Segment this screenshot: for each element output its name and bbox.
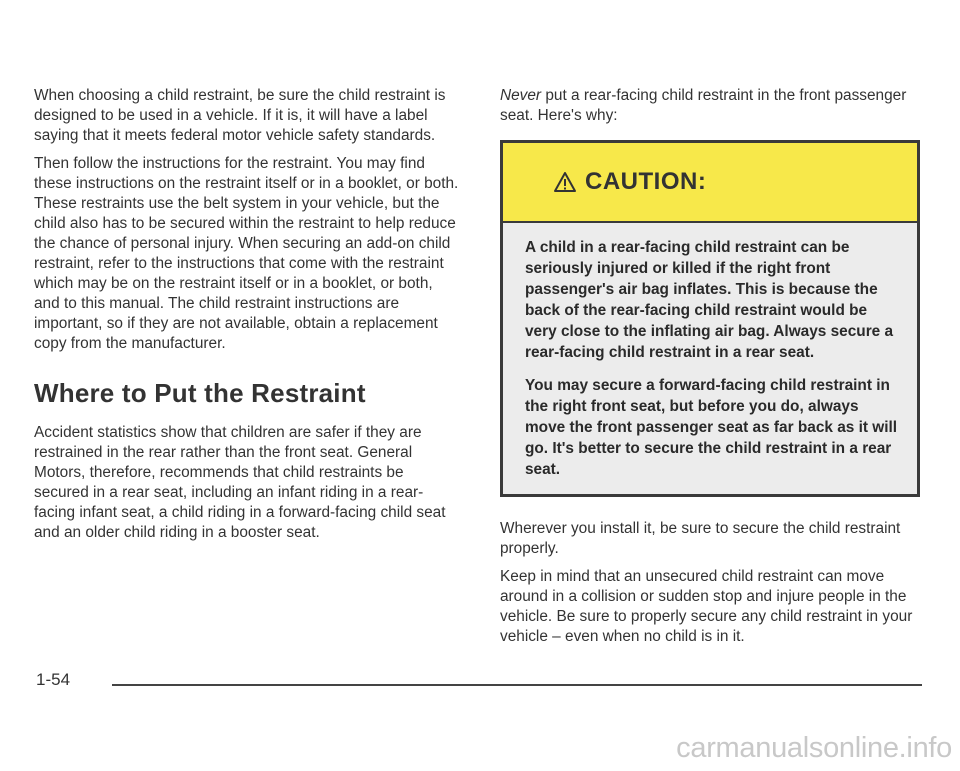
right-column — [500, 86, 926, 655]
caution-box — [500, 140, 920, 497]
left-column — [34, 86, 460, 551]
paragraph-child-restraint-choice: When choosing a child restraint, be sure the child restraint is designed to be used in a vehicle. If it is, it will have a label saying that it meets federal motor vehicle safety standards. — [34, 87, 446, 144]
footer-divider — [112, 684, 922, 686]
paragraph-accident-statistics: Accident statistics show that children are safer if they are restrained in the rear rather than the front seat. General Motors, therefore, recommends that child restraints be secured in a rear seat, including an infant riding in a rear-facing infant seat, a child riding in a forward-facing child seat and an older child riding in a booster seat. — [34, 424, 446, 541]
section-heading: Where to Put the Restraint — [34, 378, 366, 408]
caution-header — [503, 143, 917, 223]
never-intro-text: put a rear-facing child restraint in the front passenger seat. Here's why: — [500, 87, 907, 124]
paragraph-wherever-install: Wherever you install it, be sure to secure the child restraint properly. — [500, 520, 901, 557]
never-emphasis: Never — [500, 87, 542, 104]
caution-body — [503, 223, 917, 494]
caution-paragraph-rear-facing: A child in a rear-facing child restraint can be seriously injured or killed if the right front passenger's air bag inflates. This is because the back of the rear-facing child restraint would be very close to the inflating air bag. Always secure a rear-facing child restraint in a rear seat. — [525, 239, 894, 361]
warning-triangle-icon — [553, 171, 577, 193]
caution-paragraph-forward-facing: You may secure a forward-facing child restraint in the right front seat, but before you do, always move the front passenger seat as far back as it will go. It's better to secure the child restraint in a rear seat. — [525, 377, 898, 478]
watermark: carmanualsonline.info — [676, 732, 952, 764]
paragraph-follow-instructions: Then follow the instructions for the restraint. You may find these instructions on the restraint itself or in a booklet, or both. These restraints use the belt system in your vehicle, but the child also has to be secured within the restraint to help reduce the chance of personal injury. When securing an add-on child restraint, refer to the instructions that come with the restraint which may be on the restraint itself or in a booklet, or both, and to this manual. The child restraint instructions are important, so if they are not available, obtain a replacement copy from the manufacturer. — [34, 155, 459, 352]
paragraph-never-intro — [500, 86, 926, 126]
paragraph-unsecured-restraint: Keep in mind that an unsecured child restraint can move around in a collision or sudden stop and injure people in the vehicle. Be sure to properly secure any child restraint in your vehicle – even when no child is in it. — [500, 568, 913, 645]
page-number: 1-54 — [36, 670, 71, 689]
caution-title: CAUTION: — [585, 168, 707, 195]
